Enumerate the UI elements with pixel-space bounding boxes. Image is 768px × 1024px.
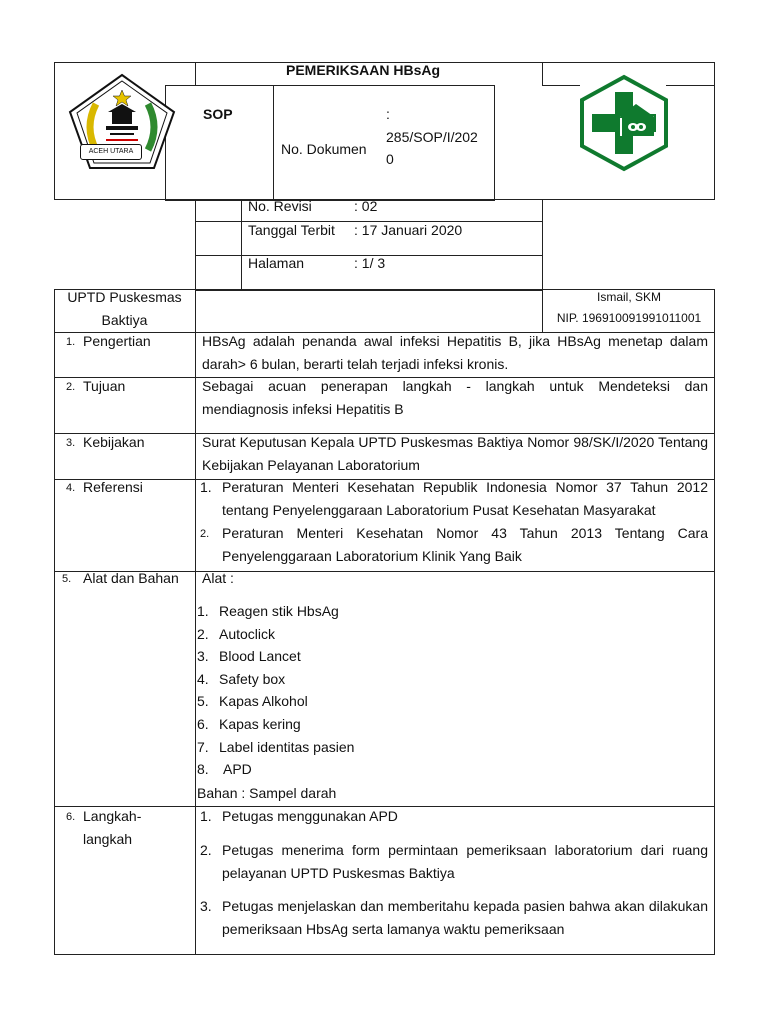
- alat-list: [197, 600, 497, 781]
- org-name-line2: Baktiya: [101, 312, 148, 328]
- langkah-label-cont: langkah: [83, 831, 133, 847]
- bahan-text: Bahan : Sampel darah: [197, 785, 337, 801]
- langkah-step: [198, 895, 708, 941]
- alat-number: 5.: [62, 573, 72, 585]
- tujuan-label: Tujuan: [83, 378, 126, 394]
- referensi-item: [198, 476, 708, 522]
- header-divider-left: [195, 62, 196, 86]
- langkah-number: 6.: [66, 811, 76, 823]
- langkah-step-number: 1.: [200, 808, 212, 824]
- issue-date-label: Tanggal Terbit: [248, 222, 335, 238]
- referensi-item-text: Peraturan Menteri Kesehatan Nomor 43 Tahun 2013 Tentang Cara Penyelenggaraan Laboratorium Klinik Yang Baik: [222, 525, 708, 564]
- list-item: 5. Kapas Alkohol: [197, 693, 308, 710]
- langkah-step-text: Petugas menggunakan APD: [222, 808, 398, 824]
- langkah-step-number: 3.: [200, 898, 212, 914]
- main-col-divider: [195, 289, 196, 955]
- alat-label: Alat dan Bahan: [83, 570, 179, 586]
- doc-number-value: 285/SOP/I/202: [386, 129, 478, 145]
- document-title: PEMERIKSAAN HBsAg: [286, 62, 441, 78]
- page-value: : 1/ 3: [354, 255, 386, 271]
- langkah-step-text: Petugas menjelaskan dan memberitahu kepada pasien bahwa akan dilakukan pemeriksaan HbsAg serta lamanya waktu pemeriksaan: [222, 898, 708, 937]
- sop-divider: [273, 85, 274, 200]
- alat-heading: Alat :: [202, 570, 234, 586]
- referensi-item-number: 2.: [200, 528, 210, 540]
- crest-banner-text: ACEH UTARA: [88, 148, 134, 155]
- referensi-item: [198, 522, 708, 568]
- meta-table-divider: [241, 199, 242, 290]
- referensi-label: Referensi: [83, 479, 143, 495]
- langkah-step: [198, 805, 708, 828]
- org-name: [54, 286, 195, 332]
- title-underline-far: [666, 85, 715, 86]
- langkah-step: [198, 839, 708, 885]
- list-item: 2. Autoclick: [197, 625, 276, 642]
- org-name-line1: UPTD Puskesmas: [67, 289, 182, 305]
- revision-value: : 02: [354, 198, 378, 214]
- langkah-step-number: 2.: [200, 842, 212, 858]
- list-item: 3. Blood Lancet: [197, 648, 301, 665]
- referensi-item-text: Peraturan Menteri Kesehatan Republik Indonesia Nomor 37 Tahun 2012 tentang Penyelenggaraan Laboratorium Pusat Kesehatan Masyarakat: [222, 479, 708, 518]
- revision-label: No. Revisi: [248, 198, 312, 214]
- crest-banner: [80, 144, 142, 160]
- doc-number-value-cont: 0: [386, 151, 394, 167]
- kebijakan-number: 3.: [66, 437, 76, 449]
- page-label: Halaman: [248, 255, 305, 271]
- pengertian-label: Pengertian: [83, 333, 151, 349]
- kebijakan-text: Surat Keputusan Kepala UPTD Puskesmas Baktiya Nomor 98/SK/I/2020 Tentang Kebijakan Pelayanan Laboratorium: [202, 434, 708, 473]
- langkah-label: Langkah-: [83, 808, 142, 824]
- referensi-number: 4.: [66, 482, 76, 494]
- referensi-item-number: 1.: [200, 479, 212, 495]
- signer-name: Ismail, SKM: [596, 290, 661, 304]
- list-item: 8. APD: [197, 761, 252, 778]
- issue-date-value: : 17 Januari 2020: [354, 222, 463, 238]
- list-item: 7. Label identitas pasien: [197, 738, 355, 755]
- puskesmas-logo: [578, 74, 670, 172]
- sop-label: SOP: [203, 106, 233, 122]
- list-item: 4. Safety box: [197, 670, 286, 687]
- doc-number-colon: :: [386, 106, 390, 122]
- list-item: 1. Reagen stik HbsAg: [197, 603, 339, 619]
- kebijakan-label: Kebijakan: [83, 434, 145, 450]
- header-divider-right: [542, 62, 543, 86]
- pengertian-number: 1.: [66, 336, 76, 348]
- tujuan-text: Sebagai acuan penerapan langkah - langkah untuk Mendeteksi dan mendiagnosis infeksi Hepatitis B: [202, 378, 708, 417]
- list-item: 6. Kapas kering: [197, 715, 301, 732]
- signer-block: [543, 287, 715, 329]
- tujuan-number: 2.: [66, 381, 76, 393]
- doc-number-label: No. Dokumen: [281, 141, 367, 157]
- signer-nip: NIP. 196910091991011001: [556, 311, 702, 325]
- title-underline-right: [542, 85, 580, 86]
- langkah-step-text: Petugas menerima form permintaan pemeriksaan laboratorium dari ruang pelayanan UPTD Puskesmas Baktiya: [222, 842, 708, 881]
- pengertian-text: HBsAg adalah penanda awal infeksi Hepatitis B, jika HBsAg menetap dalam darah> 6 bulan, berarti telah terjadi infeksi kronis.: [202, 333, 708, 372]
